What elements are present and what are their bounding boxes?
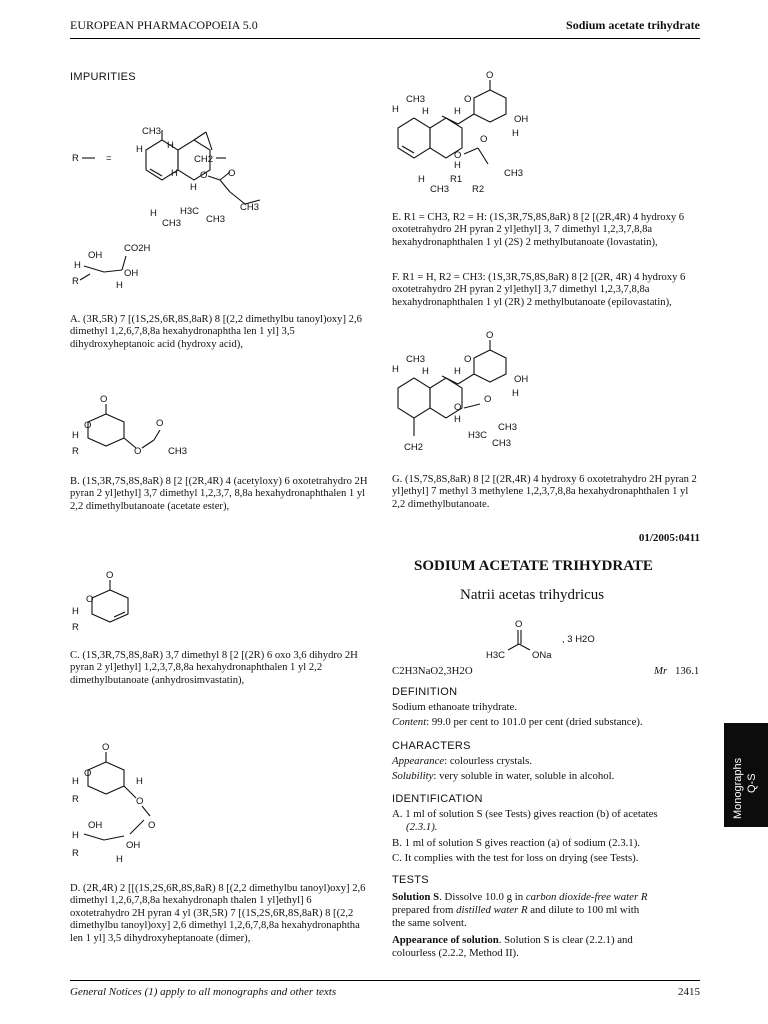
svg-text:H: H: [167, 140, 174, 151]
svg-text:H: H: [72, 430, 79, 441]
svg-text:H3C: H3C: [180, 206, 200, 217]
svg-text:H: H: [72, 830, 79, 841]
svg-text:O: O: [86, 594, 94, 605]
svg-text:O: O: [200, 170, 208, 181]
svg-text:OH: OH: [88, 820, 103, 831]
svg-text:H: H: [392, 364, 399, 375]
structure-hydroxy-acid: [70, 238, 190, 293]
svg-text:CH3: CH3: [162, 218, 182, 229]
svg-text:CH2: CH2: [404, 442, 424, 453]
svg-text:R: R: [72, 276, 79, 287]
latin-name: Natrii acetas trihydricus: [460, 587, 605, 603]
svg-text:O: O: [136, 796, 144, 807]
definition-text: Sodium ethanoate trihydrate.: [392, 701, 518, 713]
svg-text:O: O: [84, 768, 92, 779]
impurity-e-text: E. R1 = CH3, R2 = H: (1S,3R,7S,8S,8aR) 8 [2 [(2R,4R) 4 hydroxy 6 oxotetrahydro 2H pyran 2 yl]ethyl] 3, 7 dimethyl 1,2,3,7,8,8a hexahydronaphthalen 1 yl (2S) 2 methylbutanoate (lovastatin),: [392, 212, 685, 248]
running-header-left: EUROPEAN PHARMACOPOEIA 5.0: [70, 18, 258, 32]
svg-text:R2: R2: [472, 184, 485, 195]
appearance-line: Appearance: colourless crystals.: [392, 755, 533, 767]
tab-label-range: Q-S: [746, 773, 758, 793]
svg-text:OH: OH: [126, 840, 141, 851]
svg-text:O: O: [515, 619, 523, 630]
monographs-section-tab[interactable]: [724, 723, 768, 827]
svg-text:O: O: [464, 354, 472, 365]
impurity-f-text: F. R1 = H, R2 = CH3: (1S,3R,7S,8S,8aR) 8 [2 [(2R, 4R) 4 hydroxy 6 oxotetrahydro 2H pyran 2 yl]ethyl] 3,7 dimethyl 1,2,3,7,8,8a hexahydronaphthalen 1 yl (2R) 2 methylbutanoate (epilovastatin),: [392, 272, 686, 308]
svg-text:CH3: CH3: [168, 446, 188, 457]
svg-text:O: O: [486, 330, 494, 341]
svg-text:CH3: CH3: [206, 214, 226, 225]
svg-text:H: H: [72, 606, 79, 617]
svg-text:H: H: [454, 106, 461, 117]
svg-text:O: O: [464, 94, 472, 105]
page-number: 2415: [678, 986, 700, 998]
svg-text:O: O: [106, 570, 114, 581]
impurity-c-text: C. (1S,3R,7S,8S,8aR) 3,7 dimethyl 8 [2 [(2R) 6 oxo 3,6 dihydro 2H pyran 2 yl]ethyl] 1,2,3,7,8,8a hexahydronaphthalen 1 yl 2,2 dimethylbutanoate (anhydrosimvastatin),: [70, 650, 358, 686]
svg-text:CH3: CH3: [492, 438, 512, 449]
svg-text:O: O: [454, 402, 462, 413]
molecular-formula: C2H3NaO2,3H2O: [392, 665, 473, 677]
mr-label: Mr: [654, 665, 668, 677]
svg-text:OH: OH: [514, 114, 529, 125]
svg-text:H: H: [116, 854, 123, 865]
svg-text:O: O: [84, 420, 92, 431]
svg-text:O: O: [484, 394, 492, 405]
structure-impurity-b: [70, 392, 200, 464]
identification-b: B. 1 ml of solution S gives reaction (a) of sodium (2.3.1).: [392, 837, 640, 849]
svg-text:CH3: CH3: [406, 94, 426, 105]
svg-text:ONa: ONa: [532, 650, 552, 661]
svg-text:O: O: [134, 446, 142, 457]
structure-impurity-e-f: [388, 68, 568, 200]
svg-text:H3C: H3C: [468, 430, 488, 441]
structure-r-group: [70, 120, 280, 240]
identification-a-line2: (2.3.1).: [406, 821, 438, 833]
svg-text:H: H: [190, 182, 197, 193]
svg-text:O: O: [156, 418, 164, 429]
structure-sodium-acetate: [484, 618, 614, 662]
svg-text:O: O: [148, 820, 156, 831]
mr-value: 136.1: [675, 665, 700, 677]
svg-text:H: H: [512, 388, 519, 399]
impurity-a-text: A. (3R,5R) 7 [(1S,2S,6R,8S,8aR) 8 [(2,2 dimethylbu tanoyl)oxy] 2,6 dimethyl 1,2,6,7,8,8a hexahydronaphtha len 1 yl] 3,5 dihydroxyheptanoic acid (hydroxy acid),: [70, 314, 362, 350]
svg-text:H: H: [418, 174, 425, 185]
svg-text:CH2: CH2: [194, 154, 214, 165]
svg-text:CH3: CH3: [142, 126, 162, 137]
impurity-b-text: B. (1S,3R,7S,8S,8aR) 8 [2 [(2R,4R) 4 (acetyloxy) 6 oxotetrahydro 2H pyran 2 yl]ethyl] 3,7 dimethyl 1,2,3,7, 8,8a hexahydronaphthalen 1 yl 2,2 dimethylbutanoate (acetate ester),: [70, 476, 368, 512]
svg-text:O: O: [486, 70, 494, 81]
svg-text:H: H: [454, 414, 461, 425]
svg-text:CH3: CH3: [498, 422, 518, 433]
svg-text:CH3: CH3: [504, 168, 524, 179]
svg-text:R: R: [72, 153, 79, 164]
svg-text:OH: OH: [124, 268, 139, 279]
solution-s-paragraph: Solution S. Dissolve 10.0 g in carbon dioxide-free water R prepared from distilled water R and dilute to 100 ml with the same solvent.: [392, 891, 648, 929]
svg-text:R: R: [72, 446, 79, 457]
definition-heading: DEFINITION: [392, 686, 458, 698]
svg-text:OH: OH: [514, 374, 529, 385]
svg-text:H: H: [512, 128, 519, 139]
svg-text:H: H: [422, 106, 429, 117]
footer-rule: [70, 980, 700, 981]
monograph-code: 01/2005:0411: [638, 532, 700, 544]
structure-impurity-d: [70, 740, 190, 870]
impurities-heading: IMPURITIES: [70, 71, 136, 83]
svg-text:OH: OH: [88, 250, 103, 261]
svg-text:H: H: [150, 208, 157, 219]
identification-a-line1: A. 1 ml of solution S (see Tests) gives reaction (b) of acetates: [392, 808, 658, 820]
svg-text:H3C: H3C: [486, 650, 506, 661]
svg-text:O: O: [100, 394, 108, 405]
header-rule: [70, 38, 700, 39]
svg-text:R: R: [72, 794, 79, 805]
svg-text:H: H: [116, 280, 123, 291]
running-header-right: Sodium acetate trihydrate: [566, 18, 700, 32]
impurity-g-text: G. (1S,7S,8S,8aR) 8 [2 [(2R,4R) 4 hydroxy 6 oxotetrahydro 2H pyran 2 yl]ethyl] 7 methyl 3 methylene 1,2,3,7,8,8a hexahydronaphthalen 1 yl 2,2 dimethylbutanoate.: [392, 474, 697, 510]
solubility-line: Solubility: very soluble in water, soluble in alcohol.: [392, 770, 615, 782]
svg-text:H: H: [392, 104, 399, 115]
identification-c: C. It complies with the test for loss on drying (see Tests).: [392, 852, 639, 864]
svg-text:H: H: [74, 260, 81, 271]
monograph-title: SODIUM ACETATE TRIHYDRATE: [414, 558, 653, 574]
tests-heading: TESTS: [392, 874, 429, 886]
tab-label-monographs: Monographs: [732, 757, 744, 819]
svg-text:O: O: [102, 742, 110, 753]
impurity-d-text: D. (2R,4R) 2 [[(1S,2S,6R,8S,8aR) 8 [(2,2 dimethylbu tanoyl)oxy] 2,6 dimethyl 1,2,6,7,8,8a hexahydronaph thalen 1 yl]ethyl] 6 oxotetrahydro 2H pyran 4 yl (3R,5R) 7 [(1S,2S,6R,8S,8aR) 8 [(2,2 dimethylbu tanoyl)oxy] 2,6 dimethyl 1,2,6,7,8,8a hexahydronaphtha len 1 yl] 3,5 dihydroxyheptanoate (dimer),: [70, 883, 366, 944]
svg-text:CO2H: CO2H: [124, 243, 151, 254]
svg-text:CH3: CH3: [406, 354, 426, 365]
svg-text:O: O: [480, 134, 488, 145]
svg-text:H: H: [72, 776, 79, 787]
structure-impurity-c: [70, 568, 160, 636]
svg-text:CH3: CH3: [430, 184, 450, 195]
characters-heading: CHARACTERS: [392, 740, 471, 752]
identification-heading: IDENTIFICATION: [392, 793, 483, 805]
svg-text:R: R: [72, 848, 79, 859]
svg-text:R1: R1: [450, 174, 463, 185]
svg-text:H: H: [422, 366, 429, 377]
svg-text:O: O: [454, 150, 462, 161]
svg-text:, 3 H2O: , 3 H2O: [562, 634, 595, 645]
appearance-of-solution-paragraph: Appearance of solution. Solution S is clear (2.2.1) and colourless (2.2.2, Method II).: [392, 934, 633, 959]
content-line: Content: 99.0 per cent to 101.0 per cent (dried substance).: [392, 716, 643, 728]
svg-text:H: H: [136, 776, 143, 787]
svg-text:H: H: [171, 168, 178, 179]
svg-text:H: H: [136, 144, 143, 155]
footer-note: General Notices (1) apply to all monographs and other texts: [70, 986, 337, 998]
structure-impurity-g: [388, 328, 568, 464]
svg-text:O: O: [228, 168, 236, 179]
svg-text:CH3: CH3: [240, 202, 260, 213]
svg-text:=: =: [106, 153, 112, 164]
svg-text:H: H: [454, 366, 461, 377]
svg-text:H: H: [454, 160, 461, 171]
svg-text:R: R: [72, 622, 79, 633]
